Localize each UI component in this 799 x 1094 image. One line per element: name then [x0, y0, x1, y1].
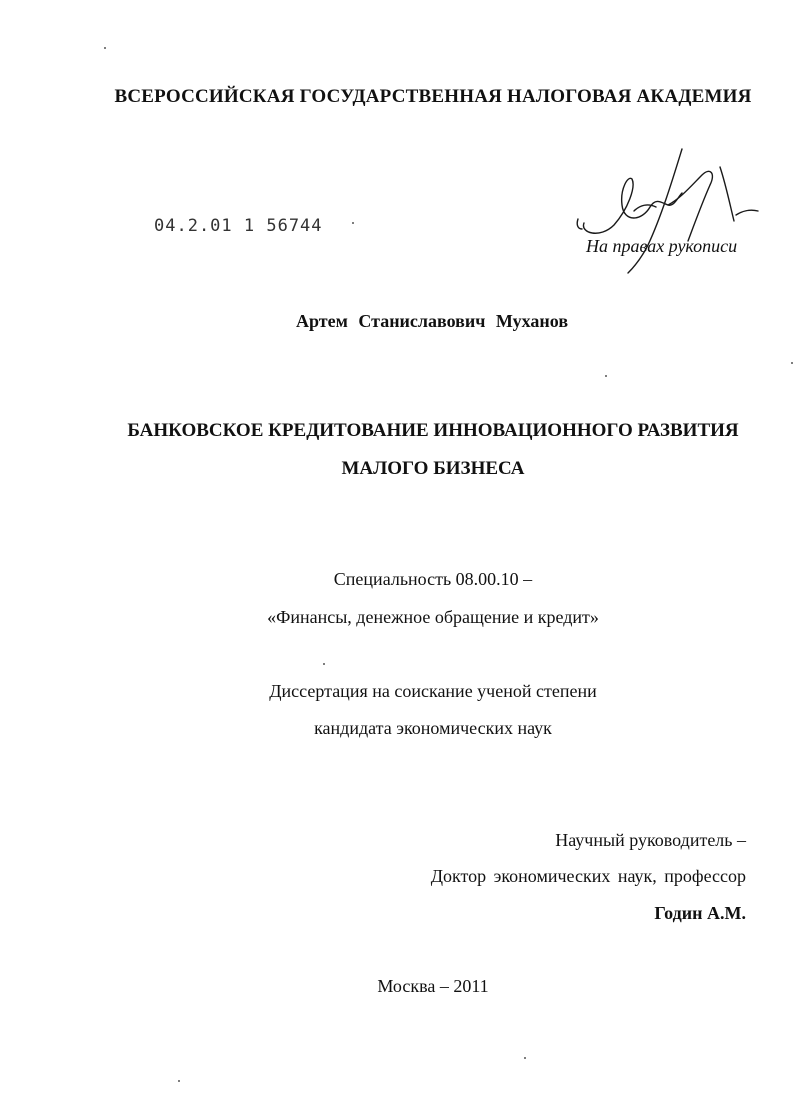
scan-speck [524, 1057, 526, 1059]
scan-speck [178, 1080, 180, 1082]
specialty-name: «Финансы, денежное обращение и кредит» [267, 607, 599, 627]
supervisor-degree: Доктор экономических наук, профессор [430, 866, 746, 886]
specialty-code: Специальность 08.00.10 – [333, 569, 533, 589]
scan-speck [323, 663, 325, 665]
city-year: Москва – 2011 [377, 976, 489, 996]
scan-speck [104, 47, 106, 49]
supervisor-name: Годин А.М. [654, 903, 746, 923]
dissertation-title-line-1: БАНКОВСКОЕ КРЕДИТОВАНИЕ ИННОВАЦИОННОГО РАЗВИТИЯ [127, 420, 739, 441]
scan-speck [605, 375, 607, 377]
author-name: Артем Станиславович Муханов [296, 311, 569, 331]
degree-statement-line-1: Диссертация на соискание ученой степени [269, 681, 597, 701]
scan-speck [791, 362, 793, 364]
manuscript-note: На правах рукописи [586, 236, 738, 256]
degree-statement-line-2: кандидата экономических наук [314, 718, 552, 738]
dissertation-title-line-2: МАЛОГО БИЗНЕСА [341, 458, 525, 479]
scan-speck [352, 222, 354, 224]
institution-name: ВСЕРОССИЙСКАЯ ГОСУДАРСТВЕННАЯ НАЛОГОВАЯ АКАДЕМИЯ [114, 86, 752, 107]
registration-stamp: 04.2.01 1 56744 [154, 216, 323, 236]
supervisor-label: Научный руководитель – [555, 830, 746, 850]
